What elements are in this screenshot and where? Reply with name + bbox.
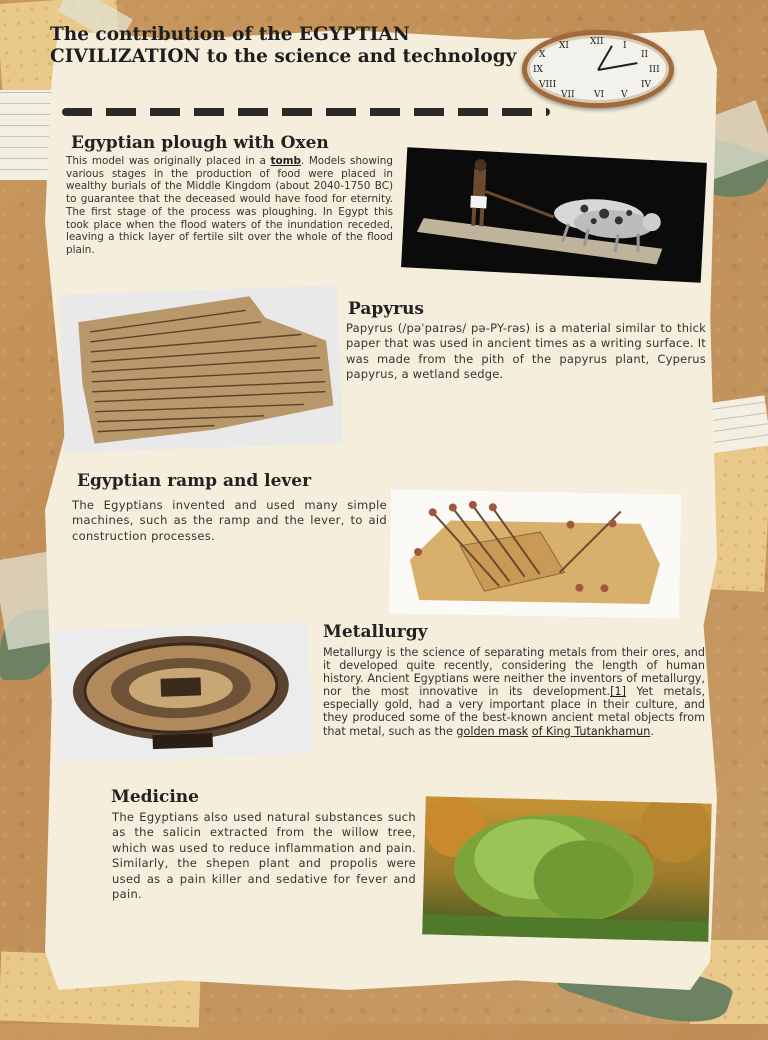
papyrus-image [59, 285, 342, 453]
section-heading-medicine: Medicine [111, 787, 199, 807]
clock-numeral: III [649, 65, 660, 75]
tutankhamun-link[interactable]: of King Tutankhamun [531, 724, 651, 738]
clock-numeral: VIII [539, 80, 557, 90]
dashed-divider [62, 108, 550, 116]
ramp-paragraph: The Egyptians invented and used many simple machines, such as the ramp and the lever, to aid construction processes. [72, 498, 387, 543]
clock-numeral: V [621, 90, 628, 100]
reference-link[interactable]: [1] [610, 685, 626, 699]
medicine-paragraph: The Egyptians also used natural substances such as the salicin extracted from the willow tree, which was used to reduce inflammation and pain. Similarly, the shepen plant and propolis were used as a pain killer and sedative for fever and pain. [112, 810, 416, 902]
ramp-lever-illustration [389, 489, 681, 618]
plough-text-cont: . Models showing various stages in the production of food were placed in wealthy burials of the Middle Kingdom (about 2040-1750 BC) to guarantee that the deceased would have food for eternity. The first stage of the process was ploughing. In Egypt this took place when the flood waters of the inundation receded, leaving a thick layer of fertile silt over the whole of the flood plain. [66, 155, 393, 256]
section-heading-ramp: Egyptian ramp and lever [77, 471, 312, 491]
tomb-link[interactable]: tomb [270, 155, 301, 167]
papyrus-paragraph: Papyrus (/pəˈpaɪrəs/ pə-PY-rəs) is a material similar to thick paper that was used in ancient times as a writing surface. It was made from the pith of the papyrus plant, Cyperus papyrus, a wetland sedge. [346, 321, 706, 382]
clock-numeral: XII [590, 37, 604, 47]
clock-numeral: VI [594, 90, 605, 100]
metallurgy-text-end: . [650, 724, 654, 738]
clock-numeral: IX [533, 65, 543, 75]
section-heading-papyrus: Papyrus [348, 299, 424, 319]
section-heading-plough: Egyptian plough with Oxen [71, 133, 329, 153]
clock-numeral: I [623, 41, 627, 51]
page-title: The contribution of the EGYPTIAN CIVILIZATION to the science and technology [50, 24, 517, 67]
willow-tree-image [422, 796, 712, 941]
clock-image [522, 30, 674, 108]
metallurgy-text-cont: Yet metals, especially gold, had a very important place in their culture, and they produced some of the best-known ancient metal objects from that metal, such as the [323, 685, 705, 738]
plough-oxen-model-image [401, 147, 707, 283]
clock-numeral: II [641, 50, 649, 60]
clock-numeral: VII [561, 90, 575, 100]
clock-numeral: IV [641, 80, 652, 90]
clock-numeral: XI [559, 41, 569, 51]
metallurgy-text: Metallurgy is the science of separating metals from their ores, and it developed quite recently, considering the length of human history. Ancient Egyptians were neither the inventors of metallurgy, nor the most innovative in its development. [323, 646, 705, 699]
section-heading-metallurgy: Metallurgy [323, 622, 428, 642]
clock-minute-hand [598, 62, 638, 71]
metal-plate-image [54, 622, 312, 763]
clock-numeral: X [539, 50, 546, 60]
metallurgy-paragraph [323, 646, 705, 738]
plough-paragraph [66, 155, 393, 257]
golden-mask-link[interactable]: golden mask [456, 724, 529, 738]
plough-text: This model was originally placed in a [66, 155, 271, 167]
